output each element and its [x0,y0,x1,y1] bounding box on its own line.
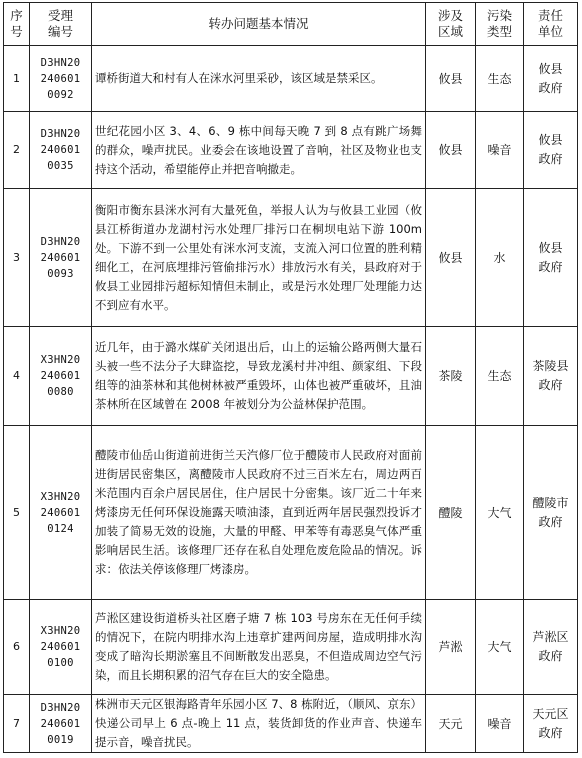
row-seq: 2 [4,112,30,189]
table-row [4,46,578,112]
row-type: 噪音 [476,695,524,753]
row-unit: 天元区 政府 [524,695,578,753]
row-area: 芦淞 [426,600,476,695]
row-desc: 株洲市天元区银海路青年乐园小区 7、8 栋附近，（顺风、京东）快递公司早上 6 点-晚上 11 点，装货卸货的作业声音、快递车提示音，噪音扰民。 [92,695,426,753]
row-area: 茶陵 [426,327,476,426]
row-unit: 攸县 政府 [524,46,578,112]
header-desc: 转办问题基本情况 [92,3,426,46]
row-id: D3HN20 240601 0092 [30,46,92,112]
row-type: 生态 [476,327,524,426]
row-id: X3HN20 240601 0124 [30,426,92,600]
row-id: D3HN20 240601 0035 [30,112,92,189]
row-area: 攸县 [426,112,476,189]
row-seq: 7 [4,695,30,753]
row-desc: 衡阳市衡东县洣水河有大量死鱼，举报人认为与攸县工业园（攸县江桥街道办龙湖村污水处理厂排污口在桐坝电站下游 100m 处。下游不到一公里处有洣水河支流，支流入河口位置的胜利精细化工，在河底埋排污管偷排污水）排放污水有关，县政府对于攸县工业园排污超标知情但未制止，或是污水处理厂处理能力达不到应有水平。 [92,189,426,327]
table-row [4,600,578,695]
row-id: D3HN20 240601 0019 [30,695,92,753]
complaint-table-sheet [3,2,578,753]
row-type: 大气 [476,426,524,600]
table-row [4,426,578,600]
row-id: X3HN20 240601 0080 [30,327,92,426]
row-desc: 近几年，由于潞水煤矿关闭退出后，山上的运输公路两侧大量石头被一些不法分子大肆盗挖，导致龙溪村井冲组、颜家组、下段组等的油茶林和其他树林被严重毁坏，山体也被严重破坏，且油茶林所在区域曾在 2008 年被划分为公益林保护范围。 [92,327,426,426]
table-row [4,327,578,426]
row-area: 天元 [426,695,476,753]
row-unit: 茶陵县 政府 [524,327,578,426]
row-id: X3HN20 240601 0100 [30,600,92,695]
header-id: 受理 编号 [30,3,92,46]
row-area: 醴陵 [426,426,476,600]
header-seq: 序 号 [4,3,30,46]
row-desc: 芦淞区建设街道桥头社区磨子塘 7 栋 103 号房东在无任何手续的情况下，在院内明排水沟上违章扩建两间房屋，造成明排水沟变成了暗沟长期淤塞且不间断散发出恶臭，不但造成周边空气污染，而且长期积累的沼气存在巨大的安全隐患。 [92,600,426,695]
row-unit: 攸县 政府 [524,112,578,189]
row-type: 水 [476,189,524,327]
header-area: 涉及 区域 [426,3,476,46]
row-unit: 攸县 政府 [524,189,578,327]
table-row [4,695,578,753]
row-seq: 1 [4,46,30,112]
header-unit: 责任 单位 [524,3,578,46]
table-row [4,112,578,189]
row-desc: 谭桥街道大和村有人在洣水河里采砂，该区域是禁采区。 [92,46,426,112]
row-desc: 世纪花园小区 3、4、6、9 栋中间每天晚 7 到 8 点有跳广场舞的群众，噪声扰民。业委会在该地设置了音响，社区及物业也支持这个活动，希望能停止并把音响撤走。 [92,112,426,189]
row-id: D3HN20 240601 0093 [30,189,92,327]
table-row [4,189,578,327]
row-type: 大气 [476,600,524,695]
table-header-row [4,3,578,46]
row-seq: 5 [4,426,30,600]
row-unit: 芦淞区 政府 [524,600,578,695]
row-seq: 3 [4,189,30,327]
row-seq: 6 [4,600,30,695]
row-area: 攸县 [426,46,476,112]
row-type: 噪音 [476,112,524,189]
row-type: 生态 [476,46,524,112]
header-type: 污染 类型 [476,3,524,46]
complaint-table [3,2,578,753]
row-area: 攸县 [426,189,476,327]
row-desc: 醴陵市仙岳山街道前进街兰天汽修厂位于醴陵市人民政府对面前进街居民密集区，离醴陵市人民政府不过三百米左右，周边两百米范围内百余户居民居住，住户居民十分密集。该厂近二十年来烤漆房无任何环保设施露天喷油漆，直到近两年居民强烈投诉才加装了简易无效的设施，大量的甲醛、甲苯等有毒恶臭气体严重影响居民生活。该修理厂还存在私自处理危废危险品的情况。诉求：依法关停该修理厂烤漆房。 [92,426,426,600]
row-unit: 醴陵市 政府 [524,426,578,600]
row-seq: 4 [4,327,30,426]
